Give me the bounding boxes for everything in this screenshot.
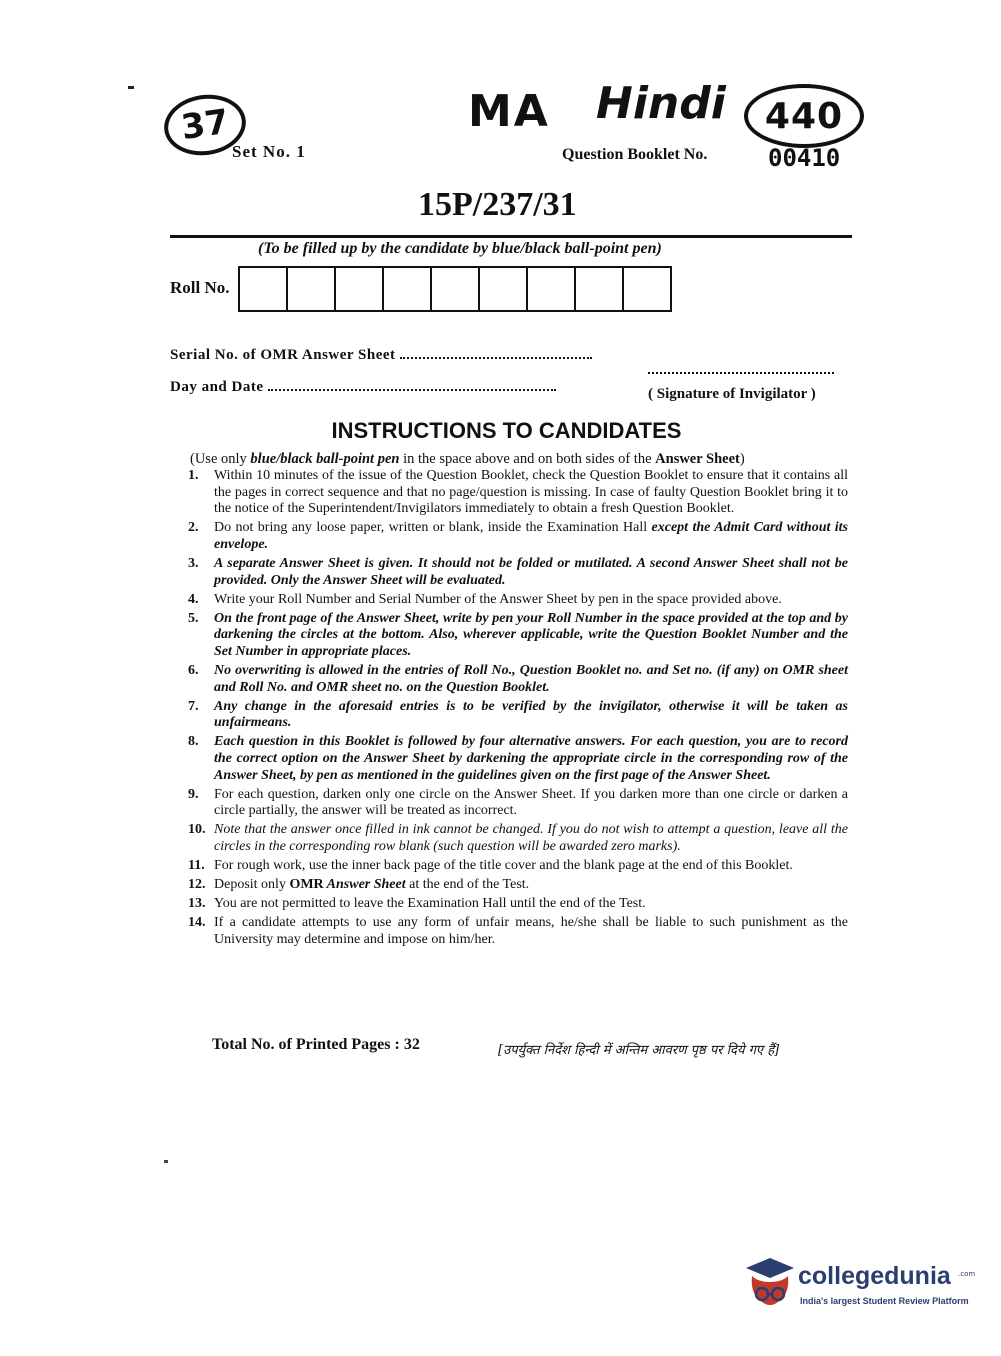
question-booklet-number: 00410 xyxy=(768,144,841,172)
intro-text: (Use only xyxy=(190,451,251,467)
intro-bold: Answer Sheet xyxy=(655,451,740,467)
instruction-item xyxy=(188,877,848,894)
roll-no-cell[interactable] xyxy=(528,268,576,310)
instruction-item xyxy=(188,556,848,589)
total-pages: Total No. of Printed Pages : 32 xyxy=(212,1036,420,1053)
instruction-emphasis: On the front page of the Answer Sheet, write by pen your Roll Number in the space provided at the top and by darkening the circles at the bottom. Also, wherever applicable, write the Question Booklet Number and the Set Number in appropriate places. xyxy=(214,610,848,659)
instruction-number: 11. xyxy=(188,858,205,874)
instruction-emphasis: A separate Answer Sheet is given. It should not be folded or mutilated. A second Answer Sheet shall not be provided. Only the Answer Sheet will be evaluated. xyxy=(214,555,848,588)
watermark-com: .com xyxy=(958,1270,976,1278)
instruction-item xyxy=(188,734,848,784)
stray-mark xyxy=(164,1160,168,1163)
set-number: Set No. 1 xyxy=(232,142,306,161)
instruction-text: Do not bring any loose paper, written or blank, inside the Examination Hall xyxy=(214,520,652,536)
instruction-number: 1. xyxy=(188,468,199,483)
question-booklet-label: Question Booklet No. xyxy=(562,146,708,163)
instruction-number: 9. xyxy=(188,786,199,802)
instruction-item xyxy=(188,468,848,518)
signature-label: ( Signature of Invigilator ) xyxy=(648,386,816,402)
instruction-number: 12. xyxy=(188,877,206,893)
instruction-number: 10. xyxy=(188,822,206,838)
day-date-field[interactable] xyxy=(268,389,556,391)
handwritten-circled-code xyxy=(744,84,864,148)
instruction-number: 3. xyxy=(188,555,199,571)
instruction-bold: OMR xyxy=(289,877,324,893)
roll-no-label: Roll No. xyxy=(170,278,230,297)
instruction-text: For each question, darken only one circle on the Answer Sheet. If you darken more than one circle or darken a circle partially, the answer will be treated as incorrect. xyxy=(214,786,848,819)
roll-no-cell[interactable] xyxy=(240,268,288,310)
collegedunia-logo-icon xyxy=(742,1254,798,1310)
handwritten-ma: MA xyxy=(468,86,550,137)
instruction-item xyxy=(188,520,848,553)
hindi-note: [उपर्युक्त निर्देश हिन्दी में अन्तिम आवरण पृष्ठ पर दिये गए हैं] xyxy=(498,1043,780,1058)
divider xyxy=(170,235,852,238)
instruction-item xyxy=(188,822,848,855)
instruction-item xyxy=(188,858,848,875)
circled-code-text: 440 xyxy=(764,95,844,137)
instruction-item xyxy=(188,592,848,609)
omr-serial-label: Serial No. of OMR Answer Sheet xyxy=(170,347,396,363)
instruction-number: 8. xyxy=(188,734,199,750)
roll-no-cell[interactable] xyxy=(432,268,480,310)
roll-no-cell[interactable] xyxy=(624,268,670,310)
instruction-text: Write your Roll Number and Serial Number of the Answer Sheet by pen in the space provided above. xyxy=(214,591,782,607)
intro-text: in the space above and on both sides of the xyxy=(399,451,656,467)
instruction-number: 6. xyxy=(188,663,199,679)
day-date-label: Day and Date xyxy=(170,379,264,395)
watermark-tagline: India's largest Student Review Platform xyxy=(800,1296,969,1306)
roll-no-cell[interactable] xyxy=(384,268,432,310)
roll-no-cell[interactable] xyxy=(480,268,528,310)
instruction-item xyxy=(188,699,848,732)
instruction-text: Within 10 minutes of the issue of the Question Booklet, check the Question Booklet to ensure that it contains all the pages in correct sequence and that no page/question is missing. In case of faulty Question Booklet bring it to the notice of the Superintendent/Invigilators immediately to obtain a fresh Question Booklet. xyxy=(214,468,848,517)
intro-text: ) xyxy=(739,451,745,467)
omr-serial-row xyxy=(170,347,592,364)
roll-no-cell[interactable] xyxy=(576,268,624,310)
roll-no-cell[interactable] xyxy=(288,268,336,310)
instruction-item xyxy=(188,787,848,820)
roll-no-grid[interactable] xyxy=(238,266,672,312)
instructions-title-text: INSTRUCTIONS TO CANDIDATES xyxy=(331,418,682,443)
instruction-number: 4. xyxy=(188,591,199,607)
instruction-emphasis: except the Admit Card without its envelope. xyxy=(214,520,848,552)
day-date-row xyxy=(170,379,556,396)
instruction-number: 7. xyxy=(188,698,199,714)
instruction-emphasis: No overwriting is allowed in the entries of Roll No., Question Booklet no. and Set no. (if any) on OMR sheet and Roll No. and OMR sheet no. on the Question Booklet. xyxy=(214,663,848,695)
instruction-emphasis: Answer Sheet xyxy=(323,877,406,893)
instruction-number: 14. xyxy=(188,915,206,931)
instructions-intro xyxy=(190,451,745,468)
instruction-item xyxy=(188,915,848,948)
instruction-number: 13. xyxy=(188,896,206,912)
fill-note: (To be filled up by the candidate by blue/black ball-point pen) xyxy=(258,240,662,257)
instruction-text: at the end of the Test. xyxy=(405,877,530,893)
instruction-item xyxy=(188,896,848,913)
signature-line[interactable] xyxy=(648,372,834,374)
instruction-item xyxy=(188,663,848,696)
instructions-list xyxy=(188,468,848,951)
instruction-text: Deposit only xyxy=(214,877,290,893)
instruction-text: If a candidate attempts to use any form of unfair means, he/she shall be liable to such punishment as the University may determine and impose on him/her. xyxy=(214,915,848,947)
watermark-brand: collegedunia xyxy=(798,1262,951,1290)
instruction-item xyxy=(188,611,848,661)
omr-serial-field[interactable] xyxy=(400,357,592,359)
stray-mark xyxy=(128,86,134,89)
instruction-italic: Note that the answer once filled in ink cannot be changed. If you do not wish to attempt a question, leave all the circles in the corresponding row blank (such question will be awarded zero marks). xyxy=(214,822,848,854)
circled-number-text: 37 xyxy=(178,101,232,149)
instruction-emphasis: Each question in this Booklet is followed by four alternative answers. For each question, you are to record the correct option on the Answer Sheet by darkening the appropriate circle in the corresponding row of the Answer Sheet, by pen as mentioned in the guidelines given on the first page of the Answer Sheet. xyxy=(214,734,848,783)
instructions-title xyxy=(0,418,1001,444)
paper-code: 15P/237/31 xyxy=(418,186,577,223)
instruction-text: You are not permitted to leave the Examination Hall until the end of the Test. xyxy=(214,896,646,912)
instruction-text: For rough work, use the inner back page of the title cover and the blank page at the end of this Booklet. xyxy=(214,858,793,874)
instruction-number: 2. xyxy=(188,520,199,536)
instruction-emphasis: Any change in the aforesaid entries is to be verified by the invigilator, otherwise it will be taken as unfairmeans. xyxy=(214,698,848,731)
handwritten-hindi: Hindi xyxy=(596,78,726,129)
roll-no-cell[interactable] xyxy=(336,268,384,310)
instruction-number: 5. xyxy=(188,610,199,626)
intro-emphasis: blue/black ball-point pen xyxy=(250,451,400,467)
